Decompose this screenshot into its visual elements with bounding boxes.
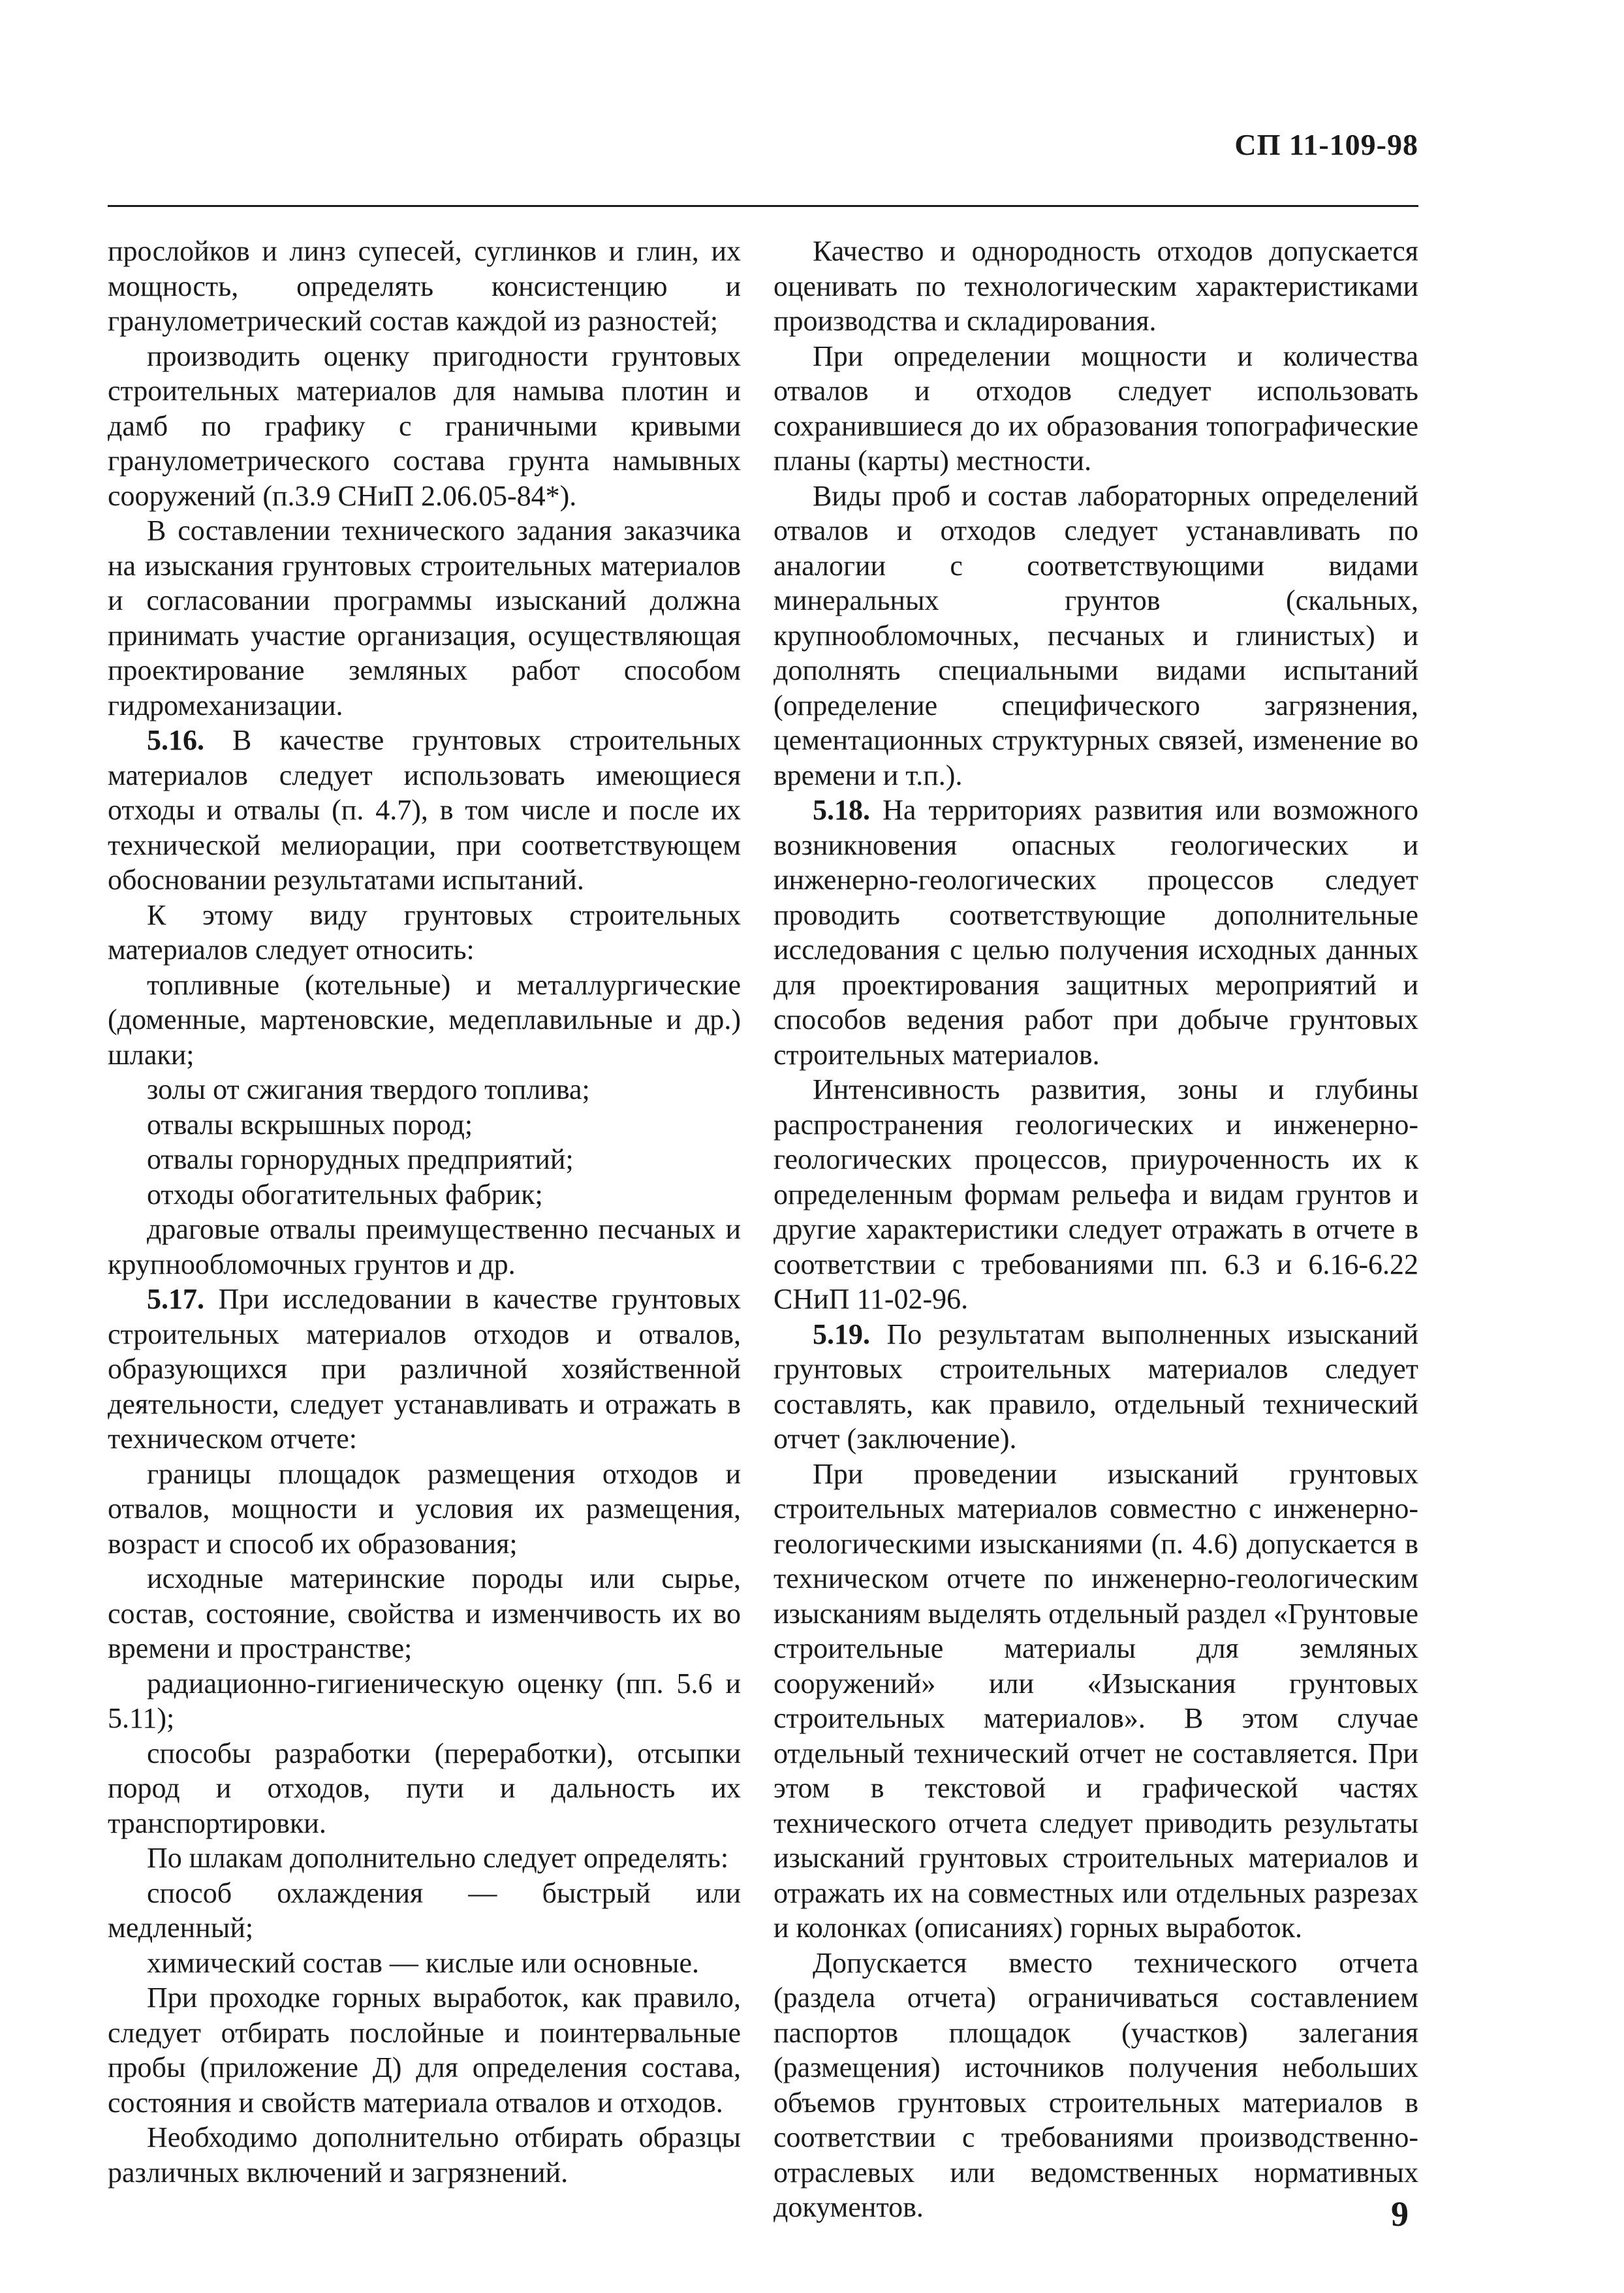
paragraph: отходы обогатительных фабрик;: [147, 1178, 543, 1210]
paragraph: К этому виду грунтовых строительных материалов следует относить:: [108, 898, 741, 966]
section-number: 5.17.: [147, 1283, 204, 1315]
paragraph: По шлакам дополнительно следует определять:: [147, 1842, 729, 1874]
section-paragraph: [773, 793, 1418, 1072]
paragraph: отвалы горнорудных предприятий;: [147, 1143, 574, 1175]
section-text: В качестве грунтовых строительных материалов следует использовать имеющиеся отходы и отвалы (п. 4.7), в том числе и после их технической мелиорации, при соответствующем обосновании результатами испытаний.: [108, 724, 741, 896]
page-number: 9: [1391, 2194, 1409, 2234]
right-column: [773, 234, 1418, 2225]
paragraph: Допускается вместо технического отчета (раздела отчета) ограничиваться составлением паспортов площадок (участков) залегания (размещения) источников получения небольших объемов грунтовых строительных материалов в соответствии с требованиями производственно-отраслевых или ведомственных нормативных документов.: [773, 1946, 1418, 2223]
paragraph: При проведении изысканий грунтовых строительных материалов совместно с инженерно-геологическими изысканиями (п. 4.6) допускается в техническом отчете по инженерно-геологическим изысканиям выделять отдельный раздел «Грунтовые строительные материалы для земляных сооружений» или «Изыскания грунтовых строительных материалов». В этом случае отдельный технический отчет не составляется. При этом в текстовой и графической частях технического отчета следует приводить результаты изысканий грунтовых строительных материалов и отражать их на совместных или отдельных разрезах и колонках (описаниях) горных выработок.: [773, 1457, 1418, 1944]
section-paragraph: [108, 723, 741, 898]
paragraph: Необходимо дополнительно отбирать образцы различных включений и загрязнений.: [108, 2121, 741, 2189]
document-code: СП 11-109-98: [1234, 128, 1418, 161]
section-number: 5.19.: [813, 1318, 870, 1350]
section-number: 5.18.: [813, 794, 870, 826]
paragraph: производить оценку пригодности грунтовых строительных материалов для намыва плотин и дамб по графику с граничными кривыми гранулометрического состава грунта намывных сооружений (п.3.9 СНиП 2.06.05-84*).: [108, 340, 741, 512]
paragraph: Виды проб и состав лабораторных определений отвалов и отходов следует устанавливать по аналогии с соответствующими видами минеральных грунтов (скальных, крупнообломочных, песчаных и глинистых) и дополнять специальными видами испытаний (определение специфического загрязнения, цементационных структурных связей, изменение во времени и т.п.).: [773, 479, 1418, 791]
paragraph: драговые отвалы преимущественно песчаных и крупнообломочных грунтов и др.: [108, 1213, 741, 1280]
paragraph: Качество и однородность отходов допускается оценивать по технологическим характеристиками производства и складирования.: [773, 235, 1418, 337]
paragraph: радиационно-гигиеническую оценку (пп. 5.6 и 5.11);: [108, 1667, 741, 1734]
paragraph: Интенсивность развития, зоны и глубины распространения геологических и инженерно-геологических процессов, приуроченность их к определенным формам рельефа и видам грунтов и другие характеристики следует отражать в отчете в соответствии с требованиями пп. 6.3 и 6.16-6.22 СНиП 11-02-96.: [773, 1073, 1418, 1315]
section-text: По результатам выполненных изысканий грунтовых строительных материалов следует составлять, как правило, отдельный технический отчет (заключение).: [773, 1318, 1418, 1455]
section-text: При исследовании в качестве грунтовых строительных материалов отходов и отвалов, образующихся при различной хозяйственной деятельности, следует устанавливать и отражать в техническом отчете:: [108, 1283, 741, 1455]
header-rule: [108, 205, 1418, 207]
paragraph: исходные материнские породы или сырье, состав, состояние, свойства и изменчивость их во времени и пространстве;: [108, 1562, 741, 1664]
section-text: На территориях развития или возможного возникновения опасных геологических и инженерно-геологических процессов следует проводить соответствующие дополнительные исследования с целью получения исходных данных для проектирования защитных мероприятий и способов ведения работ при добыче грунтовых строительных материалов.: [773, 794, 1418, 1071]
paragraph: При проходке горных выработок, как правило, следует отбирать послойные и поинтервальные пробы (приложение Д) для определения состава, состояния и свойств материала отвалов и отходов.: [108, 1982, 741, 2119]
paragraph: золы от сжигания твердого топлива;: [147, 1073, 590, 1105]
left-column: [108, 234, 741, 2190]
paragraph: границы площадок размещения отходов и отвалов, мощности и условия их размещения, возраст и способ их образования;: [108, 1457, 741, 1560]
paragraph: топливные (котельные) и металлургические (доменные, мартеновские, медеплавильные и др.) шлаки;: [108, 968, 741, 1071]
paragraph: способ охлаждения — быстрый или медленный;: [108, 1876, 741, 1944]
section-number: 5.16.: [147, 724, 204, 756]
paragraph: химический состав — кислые или основные.: [147, 1946, 700, 1979]
paragraph: При определении мощности и количества отвалов и отходов следует использовать сохранившиеся до их образования топографические планы (карты) местности.: [773, 340, 1418, 477]
section-paragraph: [773, 1317, 1418, 1457]
paragraph: В составлении технического задания заказчика на изыскания грунтовых строительных материалов и согласовании программы изысканий должна принимать участие организация, осуществляющая проектирование земляных работ способом гидромеханизации.: [108, 514, 741, 721]
section-paragraph: [108, 1282, 741, 1457]
paragraph-continuation: прослойков и линз супесей, суглинков и глин, их мощность, определять консистенцию и гранулометрический состав каждой из разностей;: [108, 235, 741, 337]
paragraph: способы разработки (переработки), отсыпки пород и отходов, пути и дальность их транспортировки.: [108, 1737, 741, 1839]
paragraph: отвалы вскрышных пород;: [147, 1108, 473, 1141]
